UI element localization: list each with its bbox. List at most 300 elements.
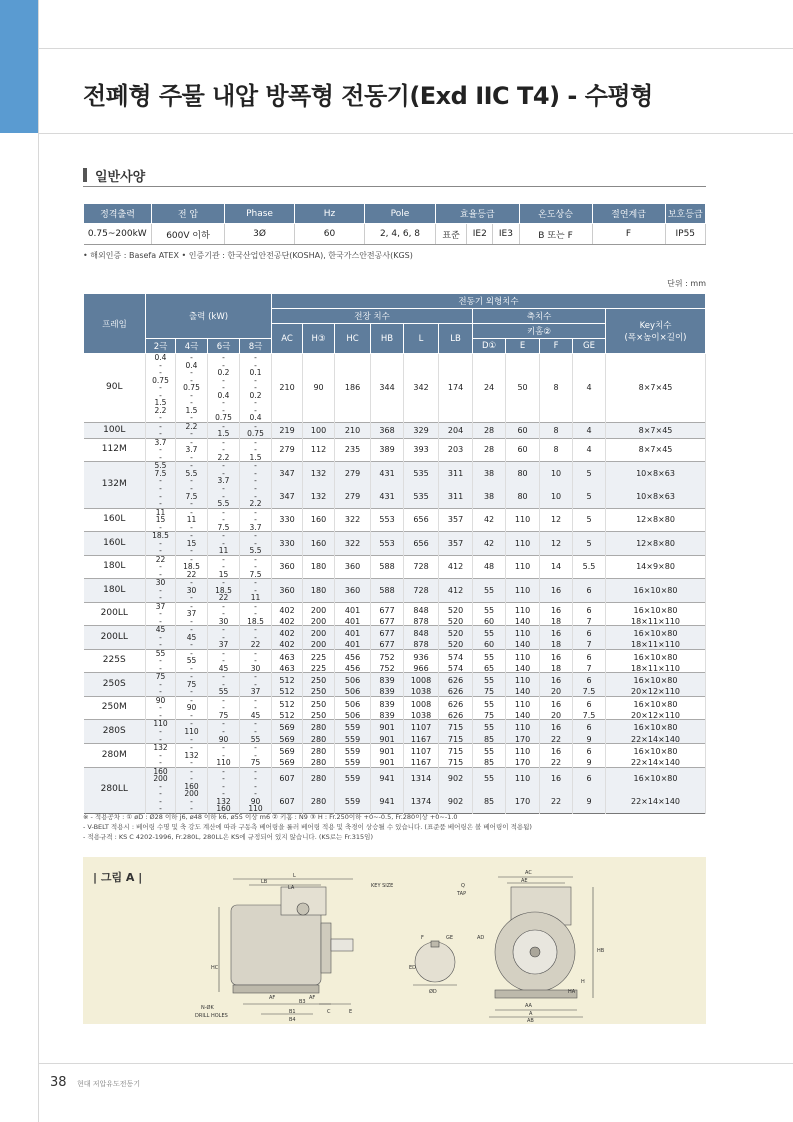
dimension-cell: 18 <box>540 641 573 649</box>
dimension-cell: 360 <box>272 555 303 579</box>
table-row <box>84 767 706 775</box>
dimension-cell: 342 <box>404 354 439 423</box>
dimension-cell: 110 <box>506 508 540 532</box>
output-cell: 45 <box>240 712 272 720</box>
spec-header: 전 압 <box>152 204 225 224</box>
dimension-cell: 569 <box>272 736 303 744</box>
dimension-cell: 6 <box>573 579 606 603</box>
dimension-cell: 280 <box>303 790 335 813</box>
dimension-cell: 280 <box>303 767 335 790</box>
output-cell: - <box>208 790 240 798</box>
output-cell: - <box>176 430 208 438</box>
dimension-cell: 656 <box>404 532 439 556</box>
spec-value: 600V 이하 <box>152 224 225 245</box>
col-header: HC <box>335 324 371 354</box>
dimension-cell: 16 <box>540 626 573 642</box>
output-cell: 15 <box>208 571 240 579</box>
dimension-cell: 559 <box>335 767 371 790</box>
table-row <box>84 790 706 798</box>
dimension-cell: 20 <box>540 688 573 696</box>
output-cell: - <box>146 362 176 370</box>
pole-header: 8극 <box>240 339 272 354</box>
frame-cell: 200LL <box>84 626 146 650</box>
output-cell: - <box>240 516 272 524</box>
dimension-cell: 535 <box>404 485 439 508</box>
dim-label: GE <box>446 935 454 941</box>
dimension-cell: 5.5 <box>573 555 606 579</box>
dimension-cell: 7 <box>573 641 606 649</box>
dimension-cell: 85 <box>473 790 506 813</box>
spec-header: Phase <box>225 204 295 224</box>
dimension-cell: 225 <box>303 649 335 665</box>
output-cell: - <box>208 516 240 524</box>
output-cell: - <box>208 634 240 642</box>
dimension-cell: 112 <box>303 438 335 462</box>
dimension-cell: 715 <box>439 759 473 767</box>
output-cell: - <box>240 610 272 618</box>
dimension-cell: 16 <box>540 602 573 618</box>
unit-label: 단위 : mm <box>667 279 706 288</box>
table-row <box>84 720 706 728</box>
output-cell: - <box>208 377 240 385</box>
dimension-cell: 110 <box>506 532 540 556</box>
spec-header: Hz <box>295 204 365 224</box>
output-cell: 7.5 <box>208 524 240 532</box>
output-cell: 75 <box>176 681 208 689</box>
dimension-cell: 110 <box>506 673 540 689</box>
output-cell: - <box>176 524 208 532</box>
output-cell: - <box>176 744 208 752</box>
output-cell: - <box>208 384 240 392</box>
dimension-cell: 966 <box>404 665 439 673</box>
output-cell: - <box>240 657 272 665</box>
output-cell: - <box>146 688 176 696</box>
output-cell: - <box>208 752 240 760</box>
dimension-cell: 520 <box>439 626 473 642</box>
spec-header: Pole <box>365 204 436 224</box>
dimension-cell: 235 <box>335 438 371 462</box>
output-cell: - <box>176 414 208 422</box>
output-cell: - <box>208 508 240 516</box>
output-cell: 7.5 <box>240 571 272 579</box>
output-cell: - <box>176 720 208 728</box>
table-row <box>84 508 706 516</box>
dim-label: KEY SIZE <box>371 883 394 889</box>
dimension-cell: 902 <box>439 790 473 813</box>
output-cell: - <box>176 736 208 744</box>
output-cell: - <box>146 414 176 422</box>
output-cell: 110 <box>146 720 176 728</box>
output-cell: - <box>208 696 240 704</box>
output-cell: - <box>208 485 240 493</box>
dimension-cell: 42 <box>473 532 506 556</box>
dimension-cell: 5 <box>573 485 606 508</box>
output-cell: 75 <box>208 712 240 720</box>
dimension-cell: 174 <box>439 354 473 423</box>
dimension-cell: 20 <box>540 712 573 720</box>
dimension-cell: 110 <box>506 767 540 790</box>
dimension-cell: 6 <box>573 767 606 790</box>
dim-label: E <box>349 1009 353 1015</box>
output-cell: - <box>240 579 272 587</box>
output-cell: - <box>176 438 208 446</box>
dimension-cell: 344 <box>371 354 404 423</box>
dimension-cell: 50 <box>506 354 540 423</box>
output-cell: - <box>146 392 176 400</box>
output-cell: 55 <box>176 657 208 665</box>
dim-label: H <box>581 979 585 985</box>
dimension-cell: 18×11×110 <box>606 618 706 626</box>
dimension-cell: 110 <box>506 649 540 665</box>
certification-note: • 해외인증 : Basefa ATEX • 인증기관 : 한국산업안전공단(KOSHA), 한국가스안전공사(KGS) <box>83 251 413 260</box>
margin-line <box>38 0 39 1122</box>
section-heading <box>83 166 706 187</box>
output-cell: 30 <box>176 587 208 595</box>
output-cell: - <box>176 555 208 563</box>
dimension-cell: 60 <box>506 422 540 438</box>
dimension-cell: 431 <box>371 485 404 508</box>
dimension-cell: 588 <box>371 579 404 603</box>
dimension-cell: 728 <box>404 555 439 579</box>
col-header: L <box>404 324 439 354</box>
dimension-cell: 12×8×80 <box>606 532 706 556</box>
dimension-cell: 1374 <box>404 790 439 813</box>
dimension-cell: 110 <box>506 720 540 736</box>
dimension-cell: 607 <box>272 767 303 790</box>
output-cell: 45 <box>208 665 240 673</box>
output-cell: - <box>176 602 208 610</box>
output-cell: - <box>208 422 240 430</box>
dim-label: AB <box>527 1018 534 1024</box>
dimension-cell: 347 <box>272 485 303 508</box>
output-cell: - <box>146 657 176 665</box>
dimension-cell: 456 <box>335 649 371 665</box>
dimension-cell: 55 <box>473 602 506 618</box>
output-cell: 1.5 <box>176 407 208 415</box>
output-cell: - <box>240 555 272 563</box>
dimension-cell: 110 <box>506 744 540 760</box>
output-cell: - <box>146 563 176 571</box>
dimension-cell: 10 <box>540 462 573 485</box>
dimension-cell: 170 <box>506 790 540 813</box>
spec-header: 효율등급 <box>436 204 520 224</box>
table-row <box>84 354 706 362</box>
output-cell: 3.7 <box>176 446 208 454</box>
dimension-cell: 16 <box>540 720 573 736</box>
output-cell: 110 <box>176 728 208 736</box>
table-row <box>84 673 706 681</box>
output-cell: 11 <box>176 516 208 524</box>
output-cell: 90 <box>176 704 208 712</box>
col-header: E <box>506 339 540 354</box>
frame-cell: 112M <box>84 438 146 462</box>
output-cell: - <box>240 720 272 728</box>
dimension-cell: 250 <box>303 673 335 689</box>
dimension-cell: 8×7×45 <box>606 422 706 438</box>
dim-label: C <box>327 1009 331 1015</box>
table-row <box>84 532 706 540</box>
dim-label: B3 <box>299 999 306 1005</box>
dimension-cell: 210 <box>272 354 303 423</box>
dimension-cell: 677 <box>371 626 404 642</box>
footnote: - V-BELT 적용시 : 베어링 수명 및 축 강도 계산에 따라 구동측 베어링을 롤러 베어링 적용 및 축경이 상승될 수 있습니다. (표준품 베어링은 볼 베어링이 적용됨) <box>83 823 532 831</box>
dim-label: L <box>293 873 296 879</box>
dimension-cell: 18×11×110 <box>606 665 706 673</box>
dimension-cell: 10×8×63 <box>606 462 706 485</box>
output-cell: - <box>176 369 208 377</box>
output-cell: - <box>240 470 272 478</box>
output-cell: - <box>240 681 272 689</box>
dimension-cell: 1008 <box>404 673 439 689</box>
dimension-cell: 752 <box>371 649 404 665</box>
dimension-cell: 512 <box>272 673 303 689</box>
output-cell: 90 <box>240 798 272 806</box>
dimension-cell: 16 <box>540 744 573 760</box>
output-cell: - <box>240 673 272 681</box>
output-cell: - <box>176 712 208 720</box>
table-row <box>84 618 706 626</box>
dimension-cell: 878 <box>404 618 439 626</box>
output-cell: 5.5 <box>176 470 208 478</box>
output-cell: 2.2 <box>176 422 208 430</box>
table-row <box>84 438 706 446</box>
dimension-cell: 10×8×63 <box>606 485 706 508</box>
dimension-cell: 463 <box>272 665 303 673</box>
dimension-cell: 330 <box>272 508 303 532</box>
output-cell: - <box>208 767 240 775</box>
dimension-cell: 553 <box>371 532 404 556</box>
dimension-cell: 7.5 <box>573 688 606 696</box>
dimension-cell: 22 <box>540 736 573 744</box>
dimension-cell: 412 <box>439 555 473 579</box>
dimension-cell: 412 <box>439 579 473 603</box>
output-cell: - <box>240 407 272 415</box>
dimension-cell: 6 <box>573 720 606 736</box>
table-row <box>84 665 706 673</box>
output-cell: 45 <box>176 634 208 642</box>
dimension-cell: 1167 <box>404 736 439 744</box>
dimension-cell: 322 <box>335 532 371 556</box>
dimension-cell: 180 <box>303 579 335 603</box>
output-cell: - <box>240 587 272 595</box>
dimension-cell: 506 <box>335 673 371 689</box>
dimension-cell: 402 <box>272 626 303 642</box>
dim-label: AF <box>309 995 316 1001</box>
dimension-cell: 160 <box>303 508 335 532</box>
output-cell: - <box>176 626 208 634</box>
col-header: AC <box>272 324 303 354</box>
dimension-cell: 20×12×110 <box>606 712 706 720</box>
frame-cell: 100L <box>84 422 146 438</box>
dimension-cell: 18×11×110 <box>606 641 706 649</box>
dimension-cell: 55 <box>473 744 506 760</box>
dimension-cell: 140 <box>506 688 540 696</box>
dimension-cell: 24 <box>473 354 506 423</box>
output-cell: 1.5 <box>240 454 272 462</box>
frame-cell: 160L <box>84 508 146 532</box>
output-cell: 55 <box>208 688 240 696</box>
output-cell: - <box>146 587 176 595</box>
dimension-cell: 55 <box>473 579 506 603</box>
title-rule <box>38 133 793 134</box>
dimension-cell: 16 <box>540 696 573 712</box>
dimension-cell: 200 <box>303 626 335 642</box>
output-cell: 18.5 <box>208 587 240 595</box>
dimension-cell: 402 <box>272 618 303 626</box>
dimension-cell: 250 <box>303 696 335 712</box>
output-cell: - <box>208 462 240 470</box>
dimension-cell: 16×10×80 <box>606 626 706 642</box>
output-cell: - <box>208 399 240 407</box>
output-cell: 11 <box>146 508 176 516</box>
dimension-cell: 715 <box>439 736 473 744</box>
pole-header: 4극 <box>176 339 208 354</box>
output-cell: 0.4 <box>176 362 208 370</box>
dimension-cell: 6 <box>573 696 606 712</box>
dimension-table <box>83 293 706 814</box>
dim-label: B1 <box>289 1009 296 1015</box>
output-cell: - <box>208 446 240 454</box>
col-header: HB <box>371 324 404 354</box>
table-row <box>84 688 706 696</box>
output-cell: - <box>208 610 240 618</box>
output-cell: 160 <box>176 783 208 791</box>
output-cell: 200 <box>146 775 176 783</box>
dimension-cell: 752 <box>371 665 404 673</box>
dimension-cell: 210 <box>335 422 371 438</box>
dimension-cell: 901 <box>371 736 404 744</box>
output-cell: - <box>240 384 272 392</box>
output-cell: - <box>146 477 176 485</box>
output-cell: - <box>208 673 240 681</box>
dimension-cell: 848 <box>404 602 439 618</box>
dimension-cell: 200 <box>303 618 335 626</box>
output-cell: 18.5 <box>146 532 176 540</box>
output-cell: - <box>208 354 240 362</box>
spec-value: 2, 4, 6, 8 <box>365 224 436 245</box>
dimension-cell: 520 <box>439 618 473 626</box>
output-cell: 7.5 <box>146 470 176 478</box>
output-cell: - <box>240 377 272 385</box>
dimension-cell: 65 <box>473 665 506 673</box>
dimension-cell: 100 <box>303 422 335 438</box>
dim-label: AF <box>269 995 276 1001</box>
output-cell: - <box>176 805 208 813</box>
output-cell: - <box>146 369 176 377</box>
dim-label: ØD <box>429 989 437 995</box>
output-cell: - <box>146 681 176 689</box>
dimension-cell: 7.5 <box>573 712 606 720</box>
dimension-cell: 60 <box>473 618 506 626</box>
dimension-cell: 140 <box>506 712 540 720</box>
dimension-cell: 110 <box>506 626 540 642</box>
dimension-cell: 280 <box>303 744 335 760</box>
dim-label: Q <box>461 883 465 889</box>
dimension-cell: 7 <box>573 665 606 673</box>
dimension-cell: 203 <box>439 438 473 462</box>
output-cell: 0.4 <box>146 354 176 362</box>
output-cell: - <box>146 759 176 767</box>
dimension-cell: 16 <box>540 673 573 689</box>
dimension-cell: 18 <box>540 618 573 626</box>
dimension-cell: 140 <box>506 641 540 649</box>
spec-value: 표준 <box>436 224 467 245</box>
dimension-cell: 250 <box>303 712 335 720</box>
dimension-cell: 110 <box>506 555 540 579</box>
table-row <box>84 759 706 767</box>
dimension-cell: 322 <box>335 508 371 532</box>
dimension-cell: 431 <box>371 462 404 485</box>
dimension-cell: 75 <box>473 688 506 696</box>
dimension-cell: 574 <box>439 665 473 673</box>
output-cell: - <box>240 462 272 470</box>
dimension-cell: 559 <box>335 736 371 744</box>
output-cell: - <box>240 728 272 736</box>
dimension-cell: 1038 <box>404 688 439 696</box>
spec-value: IE2 <box>467 224 493 245</box>
dimension-cell: 85 <box>473 759 506 767</box>
output-cell: - <box>176 688 208 696</box>
dimension-cell: 80 <box>506 462 540 485</box>
dimension-cell: 6 <box>573 673 606 689</box>
output-cell: - <box>176 399 208 407</box>
dimension-cell: 22×14×140 <box>606 790 706 813</box>
frame-cell: 250S <box>84 673 146 697</box>
dimension-cell: 22×14×140 <box>606 759 706 767</box>
output-cell: - <box>146 422 176 430</box>
dimension-cell: 389 <box>371 438 404 462</box>
dimension-cell: 574 <box>439 649 473 665</box>
page-number: 38 <box>50 1075 67 1090</box>
output-cell: - <box>146 610 176 618</box>
outer-dim-header: 전동기 외형치수 <box>272 294 706 309</box>
output-cell: 0.1 <box>240 369 272 377</box>
output-cell: - <box>240 422 272 430</box>
dimension-cell: 360 <box>335 555 371 579</box>
output-cell: - <box>176 477 208 485</box>
dimension-cell: 402 <box>272 641 303 649</box>
output-cell: 110 <box>208 759 240 767</box>
dimension-cell: 401 <box>335 618 371 626</box>
dimension-cell: 60 <box>473 641 506 649</box>
output-cell: - <box>146 783 176 791</box>
output-cell: - <box>176 798 208 806</box>
dimension-cell: 626 <box>439 673 473 689</box>
dimension-cell: 553 <box>371 508 404 532</box>
dimension-cell: 360 <box>335 579 371 603</box>
dimension-cell: 839 <box>371 688 404 696</box>
output-cell: - <box>176 500 208 508</box>
dimension-cell: 160 <box>303 532 335 556</box>
output-cell: 7.5 <box>176 493 208 501</box>
table-row <box>84 641 706 649</box>
dimension-cell: 280 <box>303 736 335 744</box>
output-cell: - <box>146 384 176 392</box>
output-cell: - <box>240 354 272 362</box>
dimension-cell: 901 <box>371 720 404 736</box>
output-cell: 0.75 <box>176 384 208 392</box>
dimension-cell: 22 <box>540 790 573 813</box>
output-cell: 132 <box>208 798 240 806</box>
output-cell: 160 <box>208 805 240 813</box>
output-cell: 160 <box>146 767 176 775</box>
dim-label: AA <box>525 1003 532 1009</box>
output-cell: - <box>240 744 272 752</box>
dimension-cell: 12×8×80 <box>606 508 706 532</box>
output-cell: 22 <box>176 571 208 579</box>
dimension-cell: 200 <box>303 641 335 649</box>
dimension-cell: 225 <box>303 665 335 673</box>
